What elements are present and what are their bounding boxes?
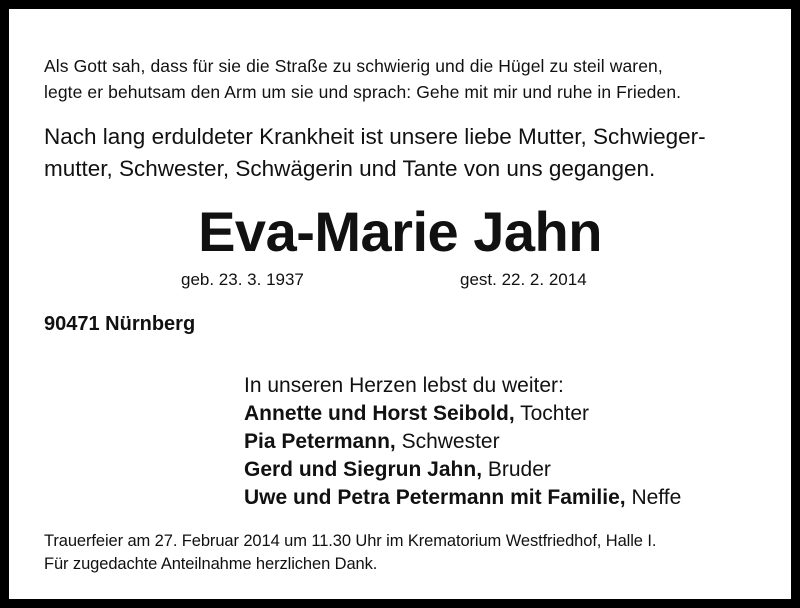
poem-line: legte er behutsam den Arm um sie und sprach: Gehe mit mir und ruhe in Frieden. — [44, 82, 682, 102]
mourner-relation: Neffe — [625, 486, 682, 509]
mourner-names: Gerd und Siegrun Jahn, — [244, 458, 483, 481]
poem-line: Als Gott sah, dass für sie die Straße zu schwierig und die Hügel zu steil waren, — [44, 56, 663, 76]
city-line: 90471 Nürnberg — [44, 313, 196, 335]
intro-line: Nach lang erduldeter Krankheit ist unsere liebe Mutter, Schwieger- — [44, 124, 706, 149]
intro-text — [44, 121, 706, 185]
mourner-relation: Schwester — [395, 430, 500, 453]
birth-date: geb. 23. 3. 1937 — [181, 270, 304, 289]
mourner-entry — [244, 484, 681, 512]
deceased-name: Eva-Marie Jahn — [198, 200, 602, 263]
footer-text — [44, 530, 656, 576]
mourner-names: Pia Petermann, — [244, 430, 396, 453]
intro-line: mutter, Schwester, Schwägerin und Tante von uns gegangen. — [44, 156, 656, 181]
death-date: gest. 22. 2. 2014 — [460, 270, 587, 289]
mourner-entry — [244, 456, 681, 484]
funeral-info: Trauerfeier am 27. Februar 2014 um 11.30 Uhr im Krematorium Westfriedhof, Halle I. — [44, 532, 657, 550]
mourner-entry — [244, 400, 681, 428]
mourner-relation: Tochter — [514, 402, 589, 425]
mourners-heading: In unseren Herzen lebst du weiter: — [244, 374, 564, 397]
poem-text — [44, 53, 681, 105]
mourner-names: Annette und Horst Seibold, — [244, 402, 515, 425]
mourner-entry — [244, 428, 681, 456]
thanks-line: Für zugedachte Anteilnahme herzlichen Dank. — [44, 555, 378, 573]
mourner-relation: Bruder — [482, 458, 551, 481]
mourner-names: Uwe und Petra Petermann mit Familie, — [244, 486, 626, 509]
mourners-block — [244, 372, 681, 512]
